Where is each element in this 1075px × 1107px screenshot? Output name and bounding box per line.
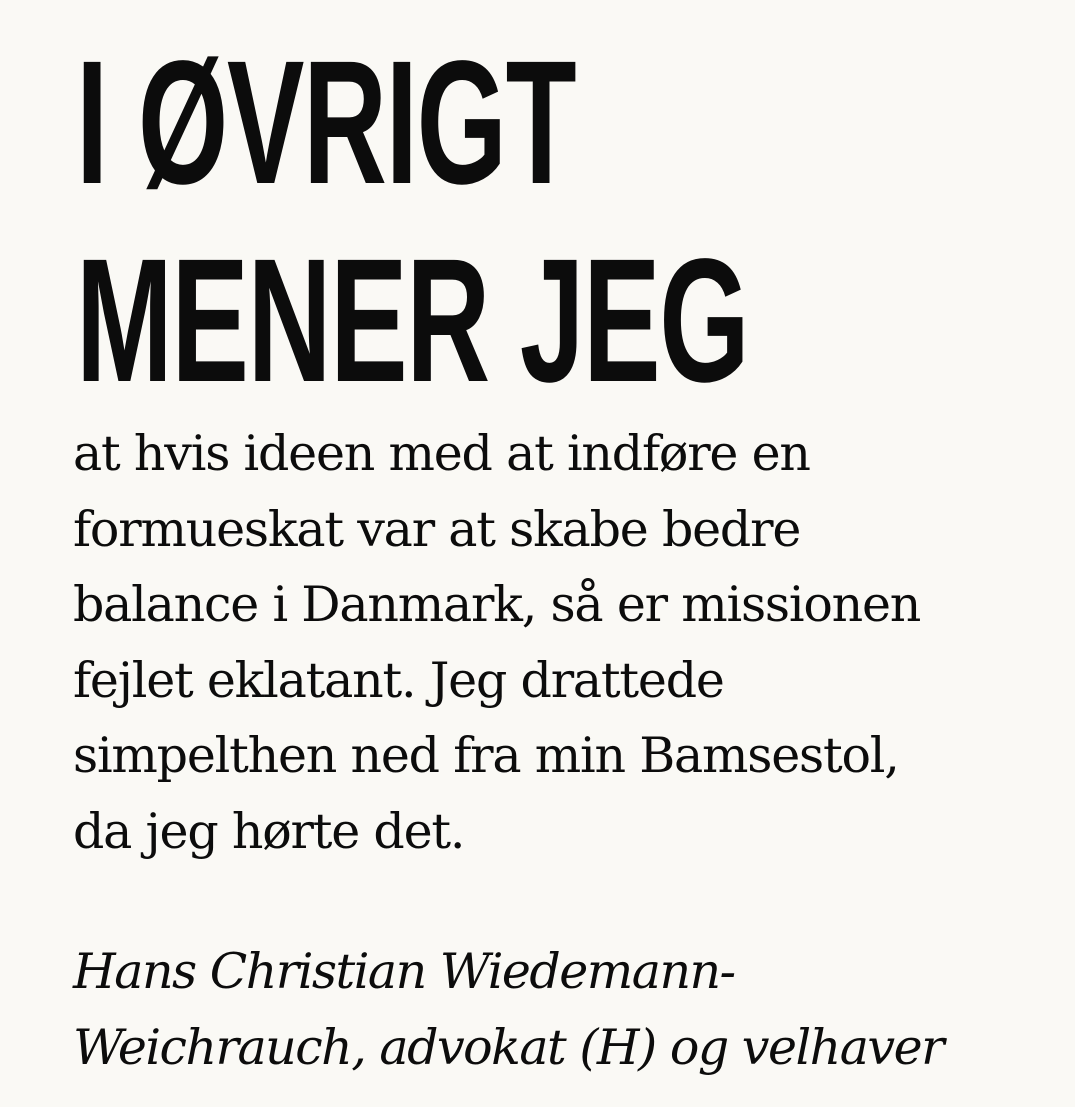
quote-body-line: at hvis ideen med at indføre en [73,425,810,482]
quote-body-line: simpelthen ned fra min Bamsestol, [73,727,899,784]
headline [76,24,748,420]
headline-line-2: MENER JEG [76,223,749,419]
author-byline-line-2: Weichrauch, advokat (H) og velhaver [73,1018,944,1076]
author-byline-line-1: Hans Christian Wiedemann- [73,943,735,1000]
quote-body-line: fejlet eklatant. Jeg drattede [73,651,724,709]
quote-body [73,416,1033,869]
headline-line-1: I ØVRIGT [76,25,576,221]
quote-body-line: da jeg hørte det. [73,802,465,860]
quote-body-line: formueskat var at skabe bedre [73,500,801,558]
quote-body-line: balance i Danmark, så er missionen [73,576,921,633]
author-byline [73,934,943,1085]
